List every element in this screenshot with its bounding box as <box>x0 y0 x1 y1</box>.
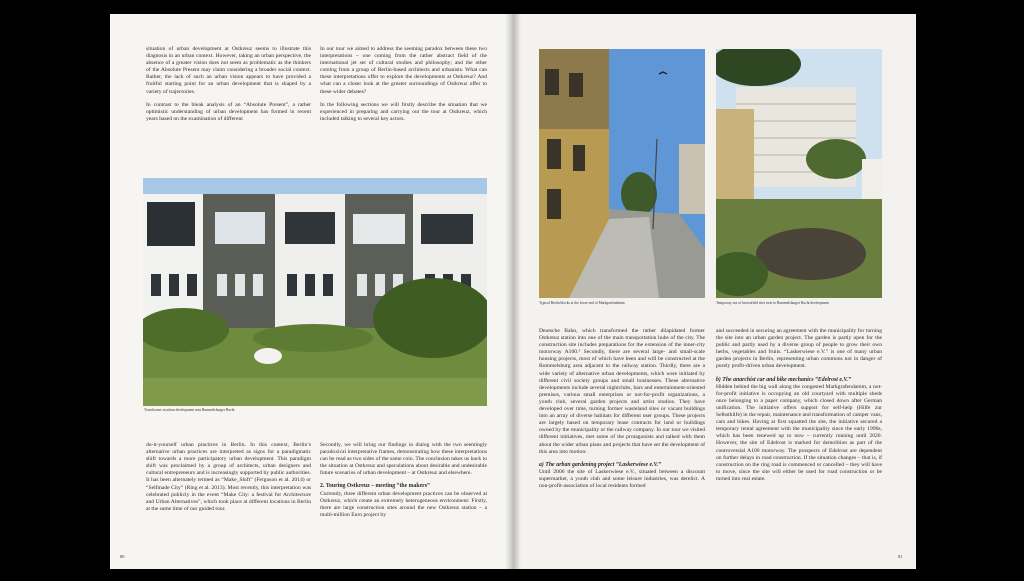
paragraph: Secondly, we will bring our findings in dialog with the two seemingly paradoxical interpretative frames, demonstrating how these interpretations can be read as two sides of the same coin. The conclusion takes us back to the situation at Ostkreuz and speculations about desirable and undesirable future scenarios of urban development – at Ostkreuz and elsewhere. <box>320 442 487 477</box>
paragraph: Deutsche Bahn, which transformed the rather dilapidated former Ostkreuz station into one of the main transportation hubs of the city. The construction site includes preparations for the extension of the inner-city motorway A100.⁵ Secondly, there are several large- and small-scale housing projects, most of which have been and will be constructed at the Rummelsburg area adjacent to the railway station. Thirdly, there are a wide variety of alternative urban developments, which were initiated by different civil society groups and small businesses. These alternative developments include several nightclubs, bars and entertainment-oriented premises, various small enterprises or not-for-profit organizations, a youth club, several garden projects and artist studios. They have developed over time, turning former wasteland sites or vacant buildings into an array of diverse habitats for different user groups. These projects are largely based on temporary lease contracts for land or buildings owned by the municipality or the railway company. In our tour we visited different initiatives, met some of the protagonists and talked with them about the wider urban plans and projects that have set the development of this area into motion: <box>539 328 705 455</box>
right-page <box>512 14 916 569</box>
right-col1 <box>539 328 705 496</box>
left-col1-top <box>146 46 311 129</box>
subsection-heading-b: b) The anarchist car and bike mechanics “Edelrost e.V.” <box>716 376 851 383</box>
subsection-heading-a: a) The urban gardening project “Laskerwiese e.V.” <box>539 461 661 468</box>
photo-caption: Townhouses in urban development area Rummelsburger Bucht <box>144 408 235 412</box>
paragraph: In the following sections we will firstly describe the situation that we experienced in preparing and carrying out the tour at Ostkreuz, which included talking to several key actors. <box>320 101 487 122</box>
paragraph: Currently, three different urban development practices can be observed at Ostkreuz, which create an extremely heterogeneous environment: Firstly, there are large construction sites around the new Ostkreuz station – a multi-million Euro project by <box>320 490 487 518</box>
townhouses-photo <box>143 178 487 406</box>
paragraph: In our tour we aimed to address the seeming paradox between these two interpretations – one coming from the rather abstract field of the international jet set of cultural studies and philosophy; and the other coming from a group of Berlin-based architects and urbanists. What can these interpretations offer to explore the developments at Ostkreuz? And what can a closer look at the greater surroundings of Ostkreuz offer to these wider debates? <box>320 46 487 95</box>
paragraph: Until 2006 the site of Laskerwiese e.V., situated between a discount supermarket, a youth club and some leisure industries, was derelict. A non-profit-association of local residents formed <box>539 468 705 489</box>
paragraph: In contrast to the bleak analysis of an “Absolute Present”, a rather optimistic understanding of urban development has formed in recent years based on the examination of different <box>146 101 311 122</box>
caption-right-photo: Temporary use of brownfield sites next to Rummelsburger Bucht development <box>716 301 829 305</box>
brownfield-photo <box>716 49 882 298</box>
paragraph: and succeeded in securing an agreement with the municipality for turning the site into an urban garden project. The garden is partly open for the public and partly used by a diverse group of people to grow their own herbs, vegetables and fruits. “Laskerwiese e.V.” is one of many urban garden projects in Berlin, representing urban commons not in danger of purely profit-driven urban development. <box>716 328 882 370</box>
page-number: 81 <box>898 554 903 559</box>
right-col2 <box>716 328 882 489</box>
berlin-blocks-photo <box>539 49 705 298</box>
left-col2-bottom <box>320 442 487 525</box>
paragraph: do-it-yourself urban practices in Berlin. In this context, Berlin’s alternative urban practices are interpreted as signs for a paradigmatic shift towards a more participatory urban development. This paradigm shift was proclaimed by a group of architects, urban designers and cultural entrepreneurs and is increasingly supported by public authorities. It has been alternately termed as “Make_Shift” (Ferguson et al. 2014) or “Selfmade City” (Ring et al. 2013). Most recently, this interpretation was celebrated publicly in the event “Make City: a festival for Architecture and Urban Alternatives”, which took place at different locations in Berlin at the same time of our guided tour. <box>146 442 311 512</box>
paragraph: situation of urban development at Ostkreuz seems to illustrate this diagnosis in an urban context. However, taking an urban perspective, the absence of a greater vision does not seem as problematic as the thinkers of the Absolute Present may claim considering a broader social context. Rather, the lack of such an urban vision appears to have provided a fruitful starting point for an urban development that is shaped by a variety of trajectories. <box>146 46 311 95</box>
paragraph: Hidden behind the big wall along the congested Markgrafendamm, a not-for-profit initiative is occupying an old courtyard with multiple sheds once belonging to a paper company, which closed down after German unification. The initiative offers support for self-help (Hilfe zur Selbsthilfe) in the repair, maintenance and transformation of camper vans, cars and bikes. Having at first squatted the site, the initiative secured a temporary rental agreement with the municipality since the early 1990s, which has been renewed up to now – currently running until 2020. However, the site of Edelrost is marked for demolition as part of the controversial A100 motorway. The prospects of Edelrost are dependent on further delays in road construction. If the situation changes – that is, if construction on the ring road is commenced or cancelled – they will have to move, since the site will either be used for road construction or be turned into real estate. <box>716 383 882 482</box>
page-number: 80 <box>120 554 125 559</box>
left-page <box>110 14 512 569</box>
left-col2-top <box>320 46 487 129</box>
left-col1-bottom <box>146 442 311 519</box>
section-heading: 2. Touring Ostkreuz – meeting “the makers” <box>320 483 430 490</box>
caption-left-photo: Typical Berlin blocks at the lower end of Markgrafendamm <box>539 301 625 305</box>
